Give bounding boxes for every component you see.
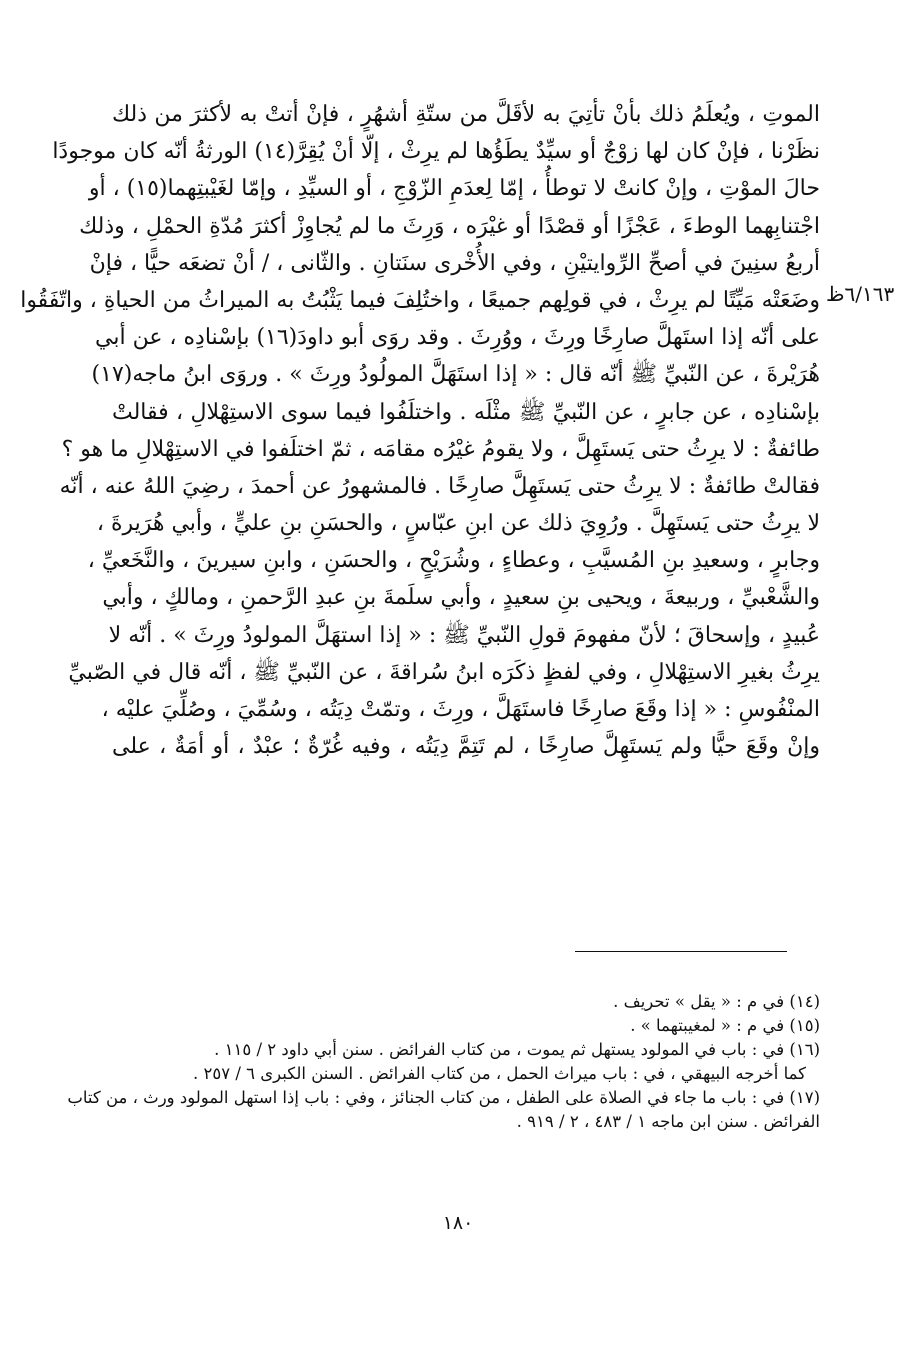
text-line: هُرَيْرةَ ، عن النّبيِّ ﷺ أنّه قال : « إذا استَهَلَّ المولُودُ ورِثَ » . وروَى ابنُ ماجه(١٧) (91, 362, 820, 388)
text-line: بإسْنادِه ، عن جابرٍ ، عن النّبيِّ ﷺ مثْلَه . واختلَفُوا فيما سوى الاستِهْلالِ ، فقالتْ (112, 399, 820, 425)
text-line: أربعُ سنِينَ في أصحِّ الرِّوايتيْنِ ، وفي الأُخْرى سنَتانِ . والثّانى ، / أنْ تضعَه حيًّا ، فإنْ (89, 250, 820, 276)
text-line: حالَ الموْتِ ، وإنْ كانتْ لا توطأُ ، إمّا لِعدَمِ الزّوْجِ ، أو السيِّدِ ، وإمّا لغَيْبتِهما(١٥) ، أو (88, 176, 820, 202)
footnote: (١٦) في : باب في المولود يستهل ثم يموت ، من كتاب الفرائض . سنن أبي داود ٢ / ١١٥ . (214, 1040, 820, 1059)
footnote: (١٥) في م : « لمغيبتهما » . (630, 1016, 820, 1035)
text-line: اجْتنابِهما الوطءَ ، عَجْزًا أو قصْدًا أو غيْرَه ، وَرِثَ ما لم يُجاوِزْ أكثرَ مُدّةِ الحمْلِ ، وذلك (79, 213, 820, 239)
text-line: وإنْ وقَعَ حيًّا ولم يَستَهِلَّ صارِخًا ، لم تَتِمَّ دِيَتُه ، وفيه غُرّةٌ ؛ عبْدٌ ، أو أمَةٌ ، على (112, 734, 820, 760)
page-number: ١٨٠ (442, 1212, 474, 1234)
text-line: لا يرِثُ حتى يَستَهِلَّ . ورُوِيَ ذلك عن ابنِ عبّاسٍ ، والحسَنِ بنِ عليٍّ ، وأبي هُرَيرةَ ، (96, 511, 820, 537)
text-line: يرِثُ بغيرِ الاستِهْلالِ ، وفي لفظٍ ذكَرَه ابنُ سُراقةَ ، عن النّبيِّ ﷺ ، أنّه قال في الصّبيِّ (68, 659, 820, 685)
text-line: وضَعَتْه مَيِّتًا لم يرِثْ ، في قولِهم جميعًا ، واختُلِفَ فيما يَثْبُتُ به الميراثُ من الحياةِ ، واتّفَقُوا (20, 287, 820, 313)
footnote: الفرائض . سنن ابن ماجه ١ / ٤٨٣ ، ٢ / ٩١٩ . (516, 1112, 820, 1131)
footnote: (١٤) في م : « يقل » تحريف . (613, 992, 820, 1011)
footnote: كما أخرجه البيهقي ، في : باب ميراث الحمل ، من كتاب الفرائض . السنن الكبرى ٦ / ٢٥٧ . (192, 1064, 806, 1083)
text-line: فقالتْ طائفةٌ : لا يرِثُ حتى يَستَهِلَّ صارِخًا . فالمشهورُ عن أحمدَ ، رضِيَ اللهُ عنه ، أنّه (59, 473, 820, 499)
footnote-divider (575, 951, 787, 952)
text-line: عُبيدٍ ، وإسحاقَ ؛ لأنّ مفهومَ قولِ النّبيِّ ﷺ : « إذا استهَلَّ المولودُ ورِثَ » . أنّه لا (108, 622, 820, 648)
footnote: (١٧) في : باب ما جاء في الصلاة على الطفل ، من كتاب الجنائز ، وفي : باب إذا استهل المولود ورث ، من كتاب (67, 1088, 820, 1107)
text-line: والشَّعْبيِّ ، وربيعةَ ، ويحيى بنِ سعيدٍ ، وأبي سلَمةَ بنِ عبدِ الرَّحمنِ ، ومالكٍ ، وأبي (102, 585, 820, 611)
text-line: على أنّه إذا استَهلَّ صارِخًا ورِثَ ، ووُرِثَ . وقد روَى أبو داودَ(١٦) بإسْنادِه ، عن أبي (95, 325, 820, 351)
text-line: طائفةٌ : لا يرِثُ حتى يَستَهِلَّ ، ولا يقومُ غيْرُه مقامَه ، ثمّ اختلَفوا في الاستِهْلالِ ما هو ؟ (61, 436, 820, 462)
margin-folio-note: ٦/١٦٣ظ (826, 282, 895, 306)
main-text (20, 96, 820, 765)
text-line: نظَرْنا ، فإنْ كان لها زوْجٌ أو سيِّدٌ يطَؤُها لم يرِثْ ، إلّا أنْ يُقِرَّ(١٤) الورثةُ أنّه كان موجودًا (52, 139, 820, 165)
text-line: الموتِ ، ويُعلَمُ ذلك بأنْ تأتِيَ به لأقَلَّ من ستّةِ أشهُرٍ ، فإنْ أتتْ به لأكثرَ من ذلك (112, 102, 820, 127)
text-line: المنْفُوسِ : « إذا وقَعَ صارِخًا فاستَهَلَّ ، ورِثَ ، وتمّتْ دِيَتُه ، وسُمِّيَ ، وصُلِّيَ عليْه ، (101, 697, 820, 722)
footnotes (67, 990, 820, 1134)
text-line: وجابرٍ ، وسعيدِ بنِ المُسيَّبِ ، وعطاءٍ ، وشُرَيْحٍ ، والحسَنِ ، وابنِ سيرينَ ، والنَّخَعيِّ ، (87, 548, 820, 574)
